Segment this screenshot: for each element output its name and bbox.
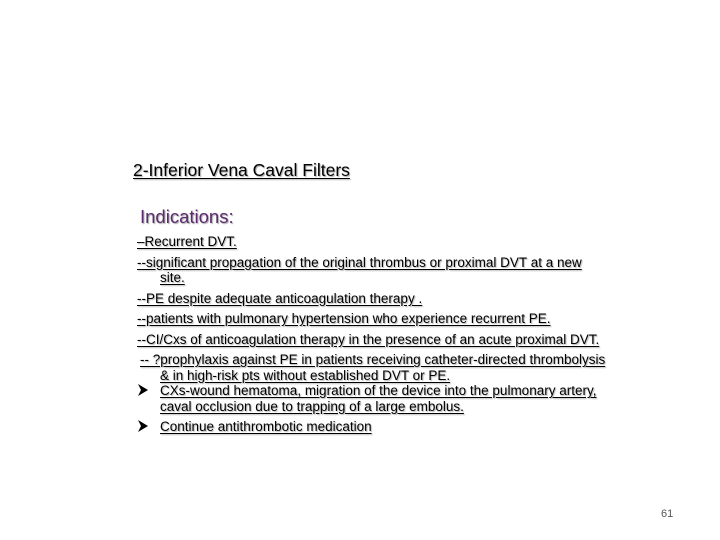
arrow-bullet-icon [137, 419, 149, 438]
page-number: 61 [661, 508, 674, 520]
indication-line-continued: & in high-risk pts without established DVT or PE. [160, 367, 451, 383]
indication-line: --significant propagation of the original thrombus or proximal DVT at a new [137, 254, 582, 270]
bullet-text: Continue antithrombotic medication [160, 419, 372, 434]
bullet-text-continued: caval occlusion due to trapping of a large embolus. [160, 398, 464, 414]
indication-line: --PE despite adequate anticoagulation therapy . [137, 290, 423, 306]
bullet-item-antithrombotic [137, 419, 715, 435]
indication-line: --patients with pulmonary hypertension who experience recurrent PE. [137, 311, 551, 326]
bullet-item-complications [137, 383, 715, 399]
bullet-text: CXs-wound hematoma, migration of the device into the pulmonary artery, [160, 383, 597, 398]
indications-heading: Indications: [140, 206, 234, 227]
indication-line-continued: site. [160, 270, 185, 285]
indication-line: --CI/Cxs of anticoagulation therapy in the presence of an acute proximal DVT. [137, 331, 600, 347]
indication-line: -- ?prophylaxis against PE in patients receiving catheter-directed thrombolysis [140, 352, 606, 367]
indication-line: –Recurrent DVT. [137, 234, 237, 249]
indications-body [137, 234, 715, 435]
slide-title: 2-Inferior Vena Caval Filters [133, 160, 350, 180]
